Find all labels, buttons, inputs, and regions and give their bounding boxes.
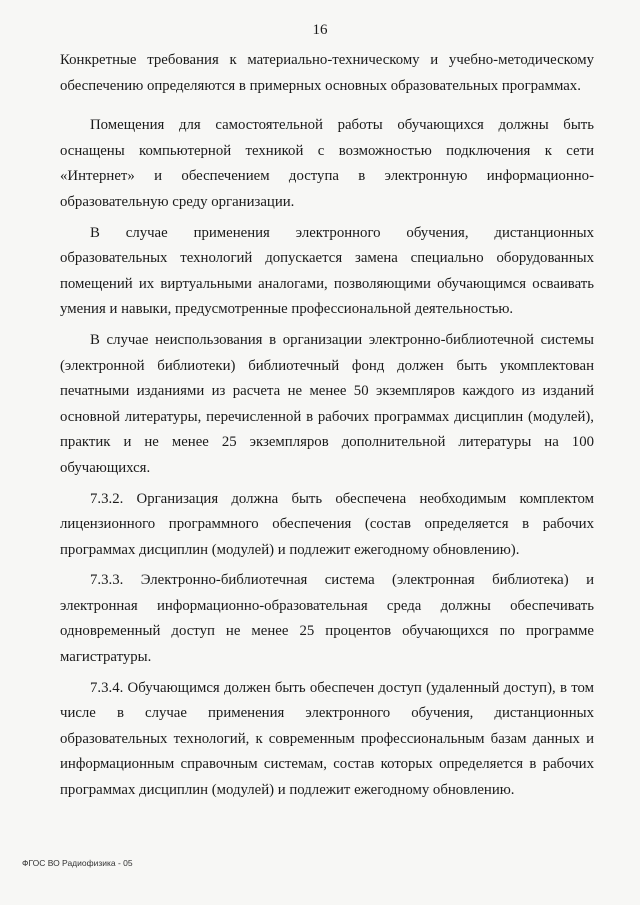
paragraph-library-fund: В случае неиспользования в организации электронно-библиотечной системы (электронной библиотеки) библиотечный фонд должен быть укомплектован печатными изданиями из расчета не менее 50 экземпляров каждого из изданий основной литературы, перечисленной в рабочих программах дисциплин (модулей), практик и не менее 25 экземпляров дополнительной литературы на 100 обучающихся. [60, 331, 594, 476]
paragraph-premises: Помещения для самостоятельной работы обучающихся должны быть оснащены компьютерной техникой с возможностью подключения к сети «Интернет» и обеспечением доступа в электронную информационно-образовательную среду организации. [60, 117, 594, 210]
paragraph-e-learning: В случае применения электронного обучения, дистанционных образовательных технологий допускается замена специально оборудованных помещений их виртуальными аналогами, позволяющими обучающимся осваивать умения и навыки, предусмотренные профессиональной деятельностью. [60, 224, 594, 318]
page-number: 16 [312, 22, 328, 38]
paragraph-requirements: Конкретные требования к материально-техническому и учебно-методическому обеспечению определяются в примерных основных образовательных программах. [60, 52, 594, 94]
paragraph-7-3-3: 7.3.3. Электронно-библиотечная система (электронная библиотека) и электронная информационно-образовательная среда должны обеспечивать одновременный доступ не менее 25 процентов обучающихся по программе магистратуры. [60, 572, 594, 666]
paragraph-7-3-2: 7.3.2. Организация должна быть обеспечена необходимым комплектом лицензионного программного обеспечения (состав определяется в рабочих программах дисциплин (модулей) и подлежит ежегодному обновлению). [60, 490, 594, 558]
document-body [60, 48, 594, 804]
paragraph-7-3-4: 7.3.4. Обучающимся должен быть обеспечен доступ (удаленный доступ), в том числе в случае применения электронного обучения, дистанционных образовательных технологий, к современным профессиональным базам данных и информационным справочным системам, состав которых определяется в рабочих программах дисциплин (модулей) и подлежит ежегодному обновлению. [60, 679, 594, 799]
footer-label: ФГОС ВО Радиофизика - 05 [22, 858, 133, 868]
